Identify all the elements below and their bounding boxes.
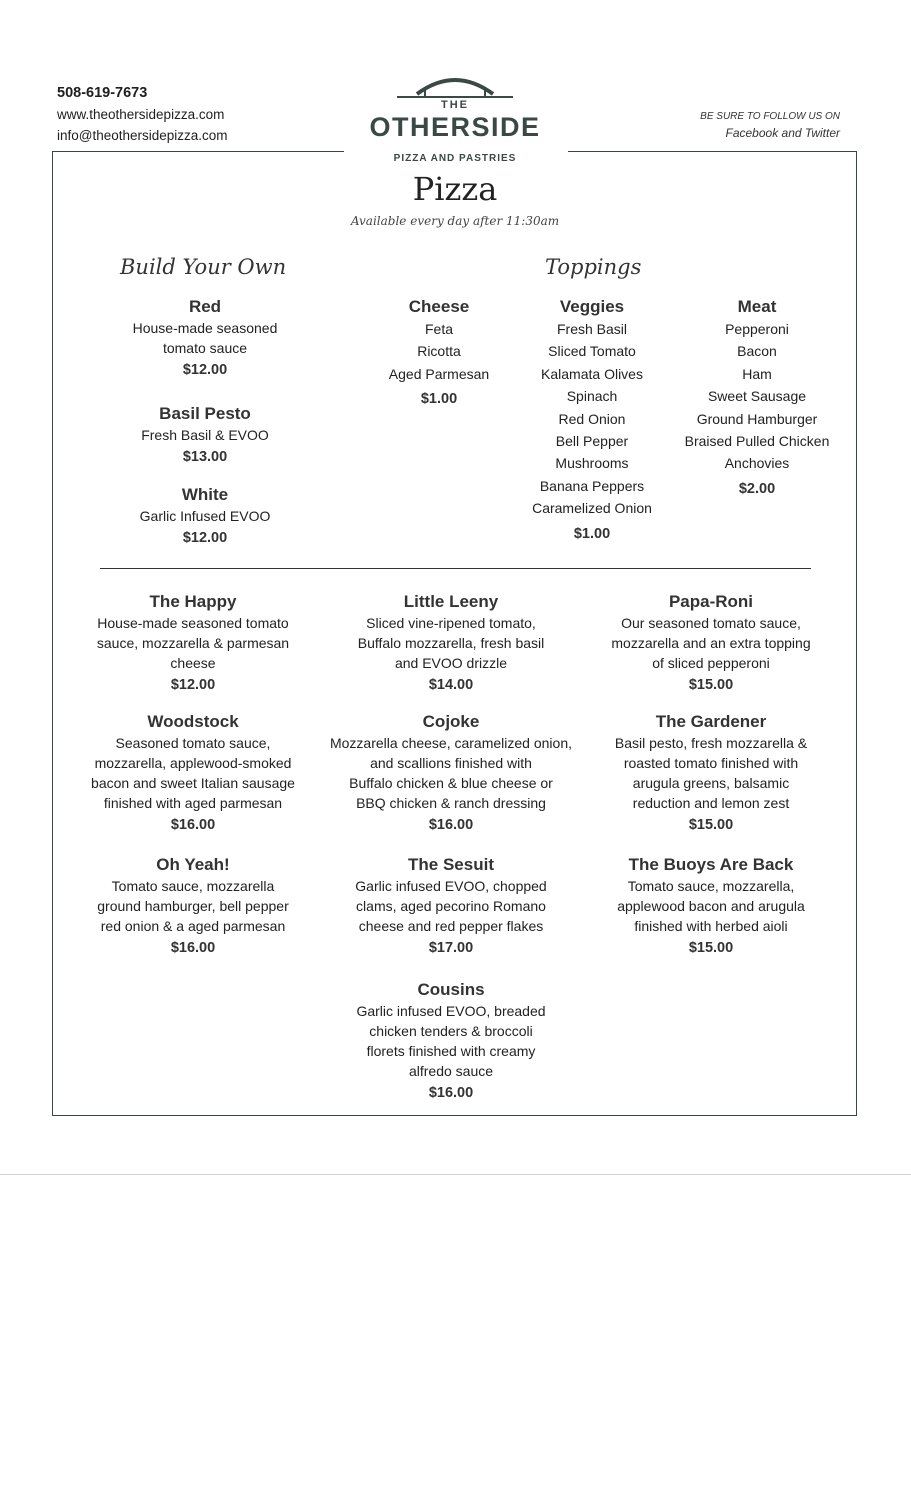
- topping-item: Ham: [742, 365, 772, 382]
- item-price: $13.00: [182, 449, 228, 465]
- logo-brand: OTHERSIDE: [369, 112, 541, 142]
- topping-item: Sweet Sausage: [707, 388, 807, 405]
- pizza-item: [591, 591, 831, 695]
- build-your-own-heading: Build Your Own: [120, 255, 287, 279]
- item-desc-line: Garlic Infused EVOO: [139, 508, 271, 524]
- pizza-desc-line: cheese: [170, 655, 216, 671]
- pizza-item: [591, 711, 831, 835]
- pizza-price: $12.00: [170, 677, 216, 693]
- pizza-desc-line: bacon and sweet Italian sausage: [91, 775, 295, 791]
- group-price: $1.00: [573, 525, 611, 542]
- social-note: [700, 108, 840, 142]
- pizza-desc-line: Tomato sauce, mozzarella,: [627, 878, 795, 894]
- pizza-item: [321, 591, 581, 695]
- pizza-name: Papa-Roni: [668, 592, 754, 611]
- section-divider: [100, 568, 811, 569]
- pizza-price: $15.00: [688, 677, 734, 693]
- pizza-desc-line: sauce, mozzarella & parmesan: [96, 635, 290, 651]
- topping-item: Anchovies: [724, 455, 790, 472]
- item-desc-line: tomato sauce: [162, 340, 248, 356]
- pizza-desc-line: House-made seasoned tomato: [97, 615, 289, 631]
- page-title: Pizza: [412, 170, 498, 208]
- pizza-desc-line: Buffalo chicken & blue cheese or: [349, 775, 553, 791]
- toppings-group-meat: [677, 296, 837, 500]
- pizza-desc-line: Garlic infused EVOO, chopped: [355, 878, 547, 894]
- contact-info: [57, 83, 228, 146]
- pizza-desc-line: Our seasoned tomato sauce,: [621, 615, 801, 631]
- pizza-desc-line: Seasoned tomato sauce,: [115, 735, 271, 751]
- pizza-desc-line: Garlic infused EVOO, breaded: [356, 1003, 546, 1019]
- topping-item: Banana Peppers: [539, 477, 645, 494]
- pizza-desc-line: florets finished with creamy: [366, 1043, 536, 1059]
- pizza-desc-line: Buffalo mozzarella, fresh basil: [357, 635, 545, 651]
- pizza-desc-line: roasted tomato finished with: [623, 755, 799, 771]
- pizza-price: $15.00: [688, 940, 734, 956]
- pizza-desc-line: and scallions finished with: [370, 755, 532, 771]
- group-price: $1.00: [420, 391, 458, 408]
- topping-item: Pepperoni: [725, 321, 789, 337]
- pizza-desc-line: BBQ chicken & ranch dressing: [356, 795, 546, 811]
- toppings-group-veggies: [517, 296, 667, 545]
- website-link[interactable]: www.theothersidepizza.com: [57, 107, 225, 122]
- group-name: Cheese: [408, 297, 470, 316]
- pizza-name: Oh Yeah!: [156, 855, 230, 874]
- topping-item: Spinach: [566, 388, 618, 405]
- topping-item: Ground Hamburger: [696, 410, 818, 427]
- pizza-desc-line: cheese and red pepper flakes: [358, 918, 544, 934]
- topping-item: Bacon: [737, 343, 777, 360]
- pizza-price: $17.00: [428, 940, 474, 956]
- pizza-desc-line: mozzarella and an extra topping: [611, 635, 811, 651]
- pizza-name: The Buoys Are Back: [628, 855, 794, 874]
- item-desc-line: Fresh Basil & EVOO: [141, 427, 269, 443]
- group-name: Meat: [737, 297, 777, 316]
- byo-item: [105, 484, 305, 548]
- pizza-item: [321, 979, 581, 1103]
- pizza-name: Woodstock: [147, 712, 239, 731]
- pizza-item: [321, 711, 581, 835]
- pizza-item: [321, 854, 581, 958]
- toppings-group-cheese: [369, 296, 509, 411]
- pizza-desc-line: alfredo sauce: [408, 1063, 494, 1079]
- group-name: Veggies: [559, 297, 625, 316]
- topping-item: Mushrooms: [555, 455, 629, 472]
- pizza-desc-line: finished with herbed aioli: [634, 918, 788, 934]
- pizza-name: The Sesuit: [408, 855, 494, 874]
- pizza-item: [591, 854, 831, 958]
- item-desc-line: House-made seasoned: [132, 320, 278, 336]
- pizza-name: Cojoke: [422, 712, 480, 731]
- follow-line-1: BE SURE TO FOLLOW US ON: [700, 111, 840, 122]
- pizza-price: $16.00: [428, 1085, 474, 1101]
- pizza-desc-line: mozzarella, applewood-smoked: [94, 755, 292, 771]
- pizza-desc-line: applewood bacon and arugula: [617, 898, 805, 914]
- pizza-price: $14.00: [428, 677, 474, 693]
- pizza-desc-line: arugula greens, balsamic: [632, 775, 790, 791]
- logo-tagline: PIZZA AND PASTRIES: [393, 153, 517, 164]
- topping-item: Caramelized Onion: [532, 500, 652, 517]
- pizza-desc-line: Mozzarella cheese, caramelized onion,: [329, 735, 572, 751]
- item-price: $12.00: [182, 530, 228, 546]
- pizza-name: Cousins: [417, 980, 485, 999]
- pizza-desc-line: of sliced pepperoni: [652, 655, 770, 671]
- topping-item: Feta: [424, 321, 453, 337]
- topping-item: Ricotta: [417, 343, 461, 360]
- pizza-desc-line: and EVOO drizzle: [394, 655, 508, 671]
- toppings-heading: Toppings: [545, 255, 642, 279]
- pizza-price: $16.00: [428, 817, 474, 833]
- pizza-price: $16.00: [170, 817, 216, 833]
- item-name: Basil Pesto: [159, 404, 251, 423]
- phone-number: 508-619-7673: [57, 85, 148, 101]
- topping-item: Braised Pulled Chicken: [684, 433, 830, 450]
- pizza-item: [73, 711, 313, 835]
- pizza-desc-line: Sliced vine-ripened tomato,: [366, 615, 536, 631]
- topping-item: Kalamata Olives: [541, 365, 643, 382]
- pizza-name: The Happy: [149, 592, 237, 611]
- item-price: $12.00: [182, 362, 228, 378]
- logo-the: THE: [441, 99, 469, 111]
- topping-item: Bell Pepper: [555, 433, 629, 450]
- topping-item: Aged Parmesan: [388, 365, 490, 382]
- pizza-price: $16.00: [170, 940, 216, 956]
- pizza-desc-line: red onion & a aged parmesan: [100, 918, 286, 934]
- topping-item: Red Onion: [558, 410, 626, 427]
- item-name: Red: [188, 297, 222, 316]
- pizza-desc-line: ground hamburger, bell pepper: [97, 898, 289, 914]
- byo-item: [105, 296, 305, 380]
- pizza-desc-line: Basil pesto, fresh mozzarella &: [614, 735, 808, 751]
- pizza-desc-line: Tomato sauce, mozzarella: [111, 878, 275, 894]
- byo-item: [105, 403, 305, 467]
- pizza-desc-line: reduction and lemon zest: [632, 795, 790, 811]
- pizza-name: Little Leeny: [403, 592, 499, 611]
- sheet-bottom: [0, 1174, 911, 1501]
- email-link[interactable]: info@theothersidepizza.com: [57, 128, 228, 143]
- pizza-name: The Gardener: [655, 712, 767, 731]
- pizza-desc-line: clams, aged pecorino Romano: [356, 898, 546, 914]
- topping-item: Sliced Tomato: [548, 343, 636, 360]
- page-subtitle: Available every day after 11:30am: [350, 214, 560, 228]
- pizza-item: [73, 591, 313, 695]
- pizza-item: [73, 854, 313, 958]
- pizza-price: $15.00: [688, 817, 734, 833]
- follow-line-2: Facebook and Twitter: [725, 126, 840, 140]
- group-price: $2.00: [738, 480, 776, 497]
- pizza-desc-line: finished with aged parmesan: [103, 795, 283, 811]
- item-name: White: [181, 485, 229, 504]
- topping-item: Fresh Basil: [556, 321, 628, 337]
- pizza-desc-line: chicken tenders & broccoli: [369, 1023, 533, 1039]
